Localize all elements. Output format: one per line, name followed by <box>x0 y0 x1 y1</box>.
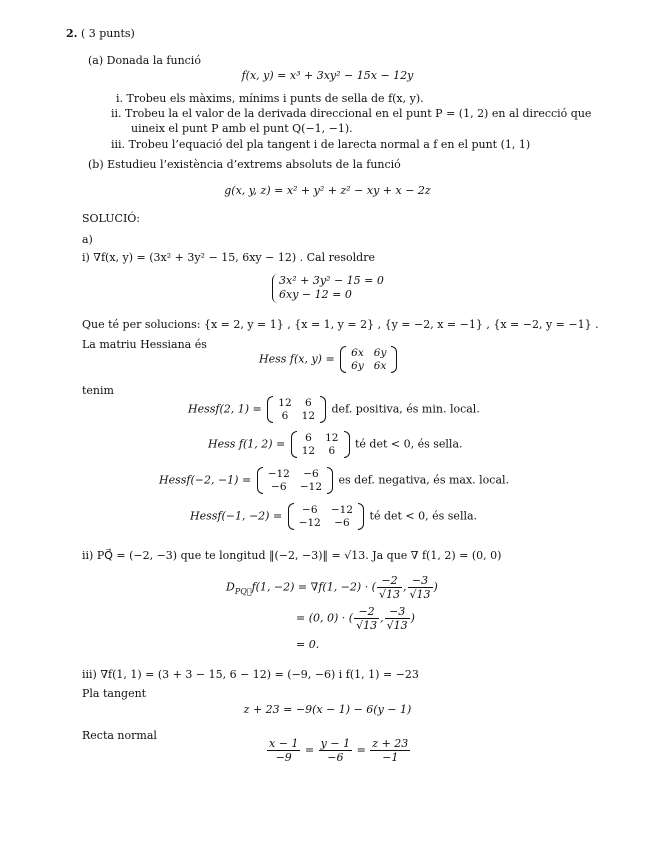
item-label: i. <box>116 92 124 105</box>
fraction: $\frac{x - 1}{-9}$ <box>269 737 299 765</box>
tangent-equation: z + 23 = −9(x − 1) − 6(y − 1) <box>243 703 412 716</box>
fraction: $\frac{-3}{√13}$ <box>386 605 408 633</box>
function-g: g(x, y, z) = x² + y² + z² − xy + x − 2z <box>224 184 431 197</box>
case-lhs: Hess f(1, 2) = <box>208 437 286 451</box>
problem-number: 2. <box>66 27 78 40</box>
case-rhs: def. positiva, és min. local. <box>331 402 480 416</box>
eq2-prefix: = (0, 0) · ( <box>296 611 354 625</box>
item-ii <box>111 107 591 121</box>
item-iii <box>111 138 530 152</box>
case-rhs: té det < 0, és sella. <box>355 437 463 451</box>
function-f: f(x, y) = x³ + 3xy² − 15x − 12y <box>241 69 414 82</box>
dir-D: D <box>226 580 235 594</box>
case-matrix: 6 12 12 6 <box>291 431 350 458</box>
tangent-label: Pla tangent <box>82 687 147 700</box>
problem-points: ( 3 punts) <box>80 27 135 40</box>
item-label: iii. <box>111 138 126 151</box>
part-a-text: Donada la funció <box>106 54 201 67</box>
equation-system <box>272 274 384 303</box>
directional-line: ii) PQ⃗ = (−2, −3) que te longitud ‖(−2, −3)‖ = √13. Ja que ∇ f(1, 2) = (0, 0) <box>82 549 502 562</box>
hessian-general <box>259 346 399 373</box>
gradient-at-point: iii) ∇f(1, 1) = (3 + 3 − 15, 6 − 12) = (−9, −6) i f(1, 1) = −23 <box>82 668 419 681</box>
system-eq1: 3x² + 3y² − 15 = 0 <box>279 274 384 287</box>
solution-heading: SOLUCIÓ: <box>82 212 141 225</box>
directional-eq1: $D_{PQ⃗}f(1$, −2) = ∇f(1, −2) · ( $\frac{-2}{√13}$ , $\frac{-3}{√13}$ ) <box>226 574 438 602</box>
item-i <box>116 92 424 106</box>
case-matrix: 12 6 6 12 <box>267 396 326 423</box>
part-a-statement <box>88 54 201 68</box>
dir-rest: f(1, −2) = ∇f(1, −2) · ( <box>251 580 376 594</box>
item-ii-cont: uineix el punt P amb el punt Q(−1, −1). <box>131 122 353 135</box>
normal-line-equation: $\frac{x - 1}{-9}$ = $\frac{y - 1}{-6}$ = $\frac{z + 23}{-1}$ <box>269 737 409 765</box>
case-lhs: Hessf(−1, −2) = <box>190 509 283 523</box>
fraction: $\frac{z + 23}{-1}$ <box>372 737 409 765</box>
normal-label: Recta normal <box>82 729 157 742</box>
hessian-case <box>208 431 463 458</box>
item-text: Trobeu els màxims, mínims i punts de sella de f(x, y). <box>126 92 424 105</box>
case-matrix: −6 −12 −12 −6 <box>288 503 364 530</box>
hessian-case <box>190 503 477 530</box>
hessian-case <box>159 467 509 494</box>
fraction: $\frac{-2}{√13}$ <box>378 574 400 602</box>
hessian-case <box>188 396 480 423</box>
problem-header <box>66 27 135 41</box>
part-b-text: Estudieu l’existència d’extrems absoluts de la funció <box>107 158 401 171</box>
hessian-intro: La matriu Hessiana és <box>82 338 207 351</box>
fraction: $\frac{-3}{√13}$ <box>409 574 431 602</box>
gradient-line: i) ∇f(x, y) = (3x² + 3y² − 15, 6xy − 12) . Cal resoldre <box>82 251 375 264</box>
fraction: $\frac{-2}{√13}$ <box>356 605 378 633</box>
case-rhs: es def. negativa, és max. local. <box>338 473 510 487</box>
part-b-label: (b) <box>88 158 104 171</box>
case-lhs: Hessf(2, 1) = <box>188 402 262 416</box>
tenim-label: tenim <box>82 384 114 397</box>
item-text: Trobeu la el valor de la derivada direccional en el punt P = (1, 2) en al direcció que <box>125 107 592 120</box>
dir-subscript: PQ⃗ <box>234 586 252 596</box>
fraction: $\frac{y - 1}{-6}$ <box>320 737 351 765</box>
solution-a-label: a) <box>82 233 93 246</box>
case-rhs: té det < 0, és sella. <box>369 509 478 523</box>
solutions-line: Que té per solucions: {x = 2, y = 1} , {x = 1, y = 2} , {y = −2, x = −1} , {x = −2, y = −1} . <box>82 318 599 331</box>
directional-eq3: = 0. <box>296 638 320 651</box>
directional-eq2: = (0, 0) · ( $\frac{-2}{√13}$ , $\frac{-3}{√13}$ ) <box>296 605 415 633</box>
part-a-label: (a) <box>88 54 104 67</box>
item-text: Trobeu l’equació del pla tangent i de larecta normal a f en el punt (1, 1) <box>128 138 531 151</box>
part-b-statement <box>88 158 401 172</box>
case-lhs: Hessf(−2, −1) = <box>159 473 252 487</box>
case-matrix: −12 −6 −6 −12 <box>257 467 333 494</box>
item-label: ii. <box>111 107 122 120</box>
system-eq2: 6xy − 12 = 0 <box>279 288 352 302</box>
hessian-lhs: Hess f(x, y) = <box>259 352 335 366</box>
hessian-matrix: 6x 6y 6y 6x <box>340 346 397 373</box>
